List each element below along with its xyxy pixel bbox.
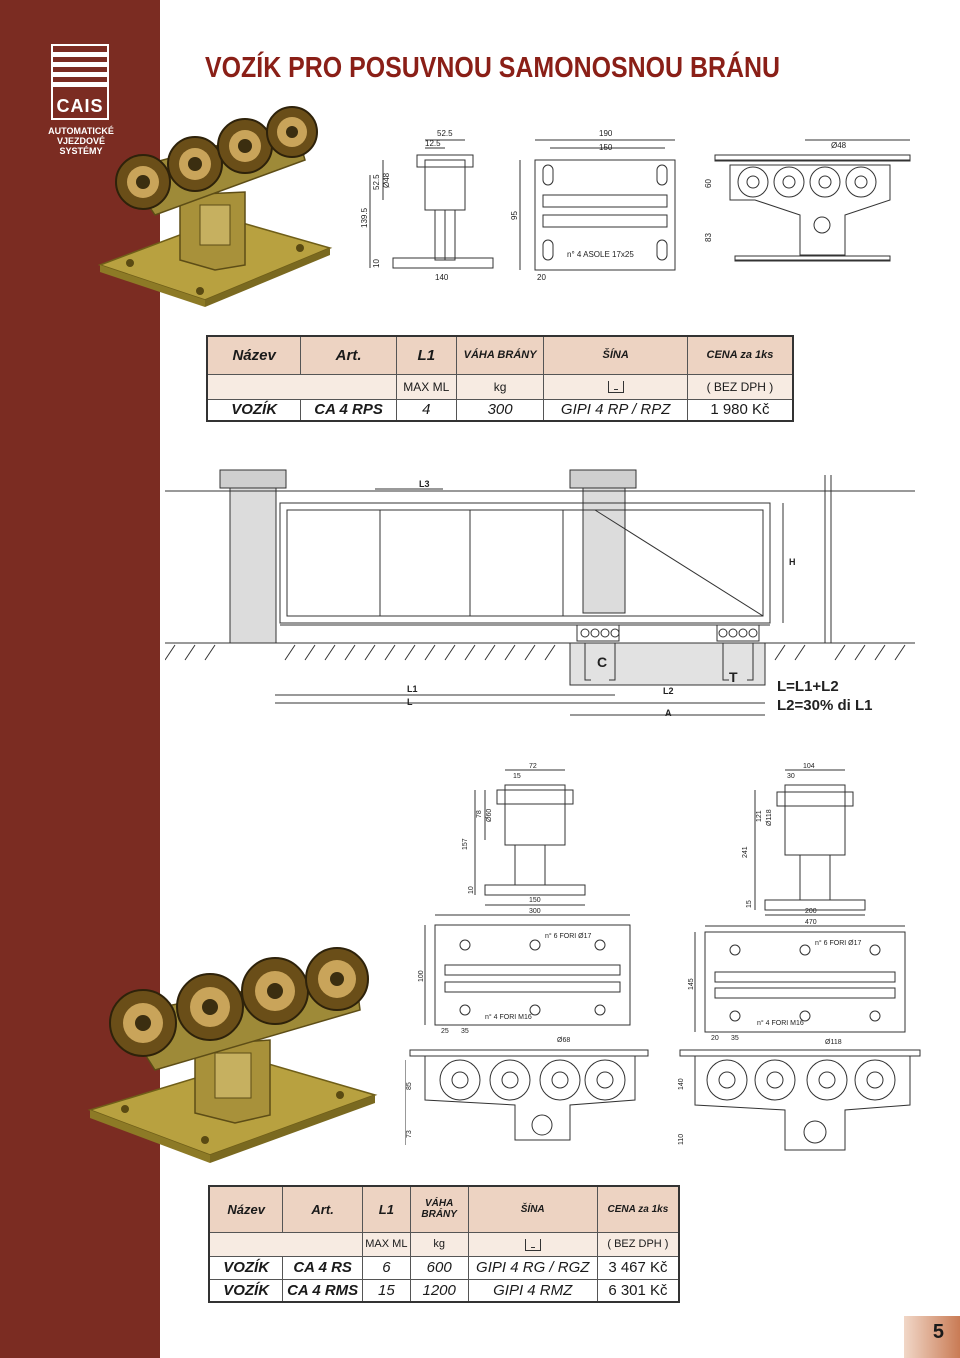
table-cell: 15 — [362, 1279, 410, 1302]
col-header: L1 — [396, 336, 456, 374]
wheel-icon — [168, 137, 222, 191]
sub-header: kg — [456, 374, 544, 399]
col-header: ŠÍNA — [468, 1186, 597, 1232]
dim-label: 190 — [599, 129, 613, 138]
technical-drawing-3 — [675, 760, 925, 1170]
table-cell: 1 980 Kč — [687, 399, 793, 421]
technical-drawing-1 — [355, 120, 915, 290]
dim-label: n° 4 ASOLE 17x25 — [567, 250, 634, 259]
formula-label: L2=30% di L1 — [777, 697, 873, 714]
dim-label: 15 — [746, 900, 753, 908]
table-cell: CA 4 RMS — [283, 1279, 363, 1302]
dim-label: L — [407, 697, 413, 707]
table-cell: 6 301 Kč — [597, 1279, 679, 1302]
dim-label: Ø48 — [382, 172, 391, 188]
wheel-icon — [242, 958, 308, 1024]
dim-label: 85 — [406, 1082, 413, 1090]
dim-label: Ø68 — [557, 1037, 571, 1044]
sub-header: MAX ML — [362, 1232, 410, 1256]
table-cell: VOZÍK — [207, 399, 301, 421]
dim-label: n° 4 FORI M16 — [757, 1020, 804, 1027]
dim-label: L1 — [407, 684, 418, 694]
dim-label: 100 — [418, 970, 425, 982]
logo-text: CAIS — [56, 96, 104, 116]
dim-label: 150 — [529, 897, 541, 904]
page-title: VOZÍK PRO POSUVNOU SAMONOSNOU BRÁNU — [205, 52, 781, 84]
dim-label: A — [665, 708, 672, 718]
carriage-photo-small — [95, 100, 335, 310]
spec-table-1 — [206, 335, 794, 422]
dim-label: 150 — [599, 143, 613, 152]
table-cell: CA 4 RPS — [301, 399, 397, 421]
table-cell: GIPI 4 RMZ — [468, 1279, 597, 1302]
table-cell: 4 — [396, 399, 456, 421]
table-cell: CA 4 RS — [283, 1256, 363, 1279]
table-cell: GIPI 4 RP / RPZ — [544, 399, 687, 421]
wheel-icon — [116, 155, 170, 209]
dim-label: 145 — [688, 978, 695, 990]
carriage-photo-large — [85, 945, 385, 1170]
sub-header-rail — [468, 1232, 597, 1256]
wheel-icon — [177, 974, 243, 1040]
dim-label: H — [789, 557, 796, 567]
dim-label: C — [597, 654, 608, 670]
sub-header: ( BEZ DPH ) — [597, 1232, 679, 1256]
col-header: ŠÍNA — [544, 336, 687, 374]
table-cell: 300 — [456, 399, 544, 421]
dim-label: 470 — [805, 919, 817, 926]
rail-profile-icon — [608, 381, 624, 393]
col-header: CENA za 1ks — [687, 336, 793, 374]
dim-label: 10 — [468, 886, 475, 894]
dim-label: 104 — [803, 763, 815, 770]
dim-label: 300 — [529, 908, 541, 915]
col-header: Název — [207, 336, 301, 374]
dim-label: 121 — [756, 810, 763, 822]
dim-label: 110 — [678, 1133, 685, 1145]
dim-label: 73 — [406, 1130, 413, 1138]
spec-table-2 — [208, 1185, 680, 1303]
col-header: Art. — [283, 1186, 363, 1232]
dim-label: Ø60 — [486, 808, 493, 822]
dim-label: 83 — [704, 233, 713, 242]
table-cell: VOZÍK — [209, 1279, 283, 1302]
dim-label: 95 — [510, 211, 519, 220]
dim-label: 241 — [742, 846, 749, 858]
dim-label: 35 — [731, 1035, 739, 1042]
table-cell: 600 — [410, 1256, 468, 1279]
col-header: CENA za 1ks — [597, 1186, 679, 1232]
technical-drawing-2 — [405, 760, 655, 1170]
table-cell: VOZÍK — [209, 1256, 283, 1279]
sub-header-rail — [544, 374, 687, 399]
dim-label: 20 — [711, 1035, 719, 1042]
tagline-line: AUTOMATICKÉ — [48, 126, 114, 136]
wheel-icon — [218, 119, 272, 173]
dim-label: 60 — [704, 179, 713, 188]
dim-label: 25 — [441, 1028, 449, 1035]
col-header: Název — [209, 1186, 283, 1232]
sub-header: ( BEZ DPH ) — [687, 374, 793, 399]
sub-header: MAX ML — [396, 374, 456, 399]
dim-label: 35 — [461, 1028, 469, 1035]
wheel-icon — [267, 107, 317, 157]
dim-label: 140 — [435, 273, 449, 282]
dim-label: 15 — [513, 773, 521, 780]
wheel-icon — [110, 990, 176, 1056]
table-cell: 3 467 Kč — [597, 1256, 679, 1279]
dim-label: L2 — [663, 686, 674, 696]
page-number: 5 — [932, 1321, 944, 1343]
dim-label: 12.5 — [425, 139, 441, 148]
dim-label: Ø48 — [831, 141, 847, 150]
dim-label: 10 — [372, 259, 381, 268]
dim-label: 20 — [537, 273, 546, 282]
dim-label: Ø118 — [825, 1039, 842, 1046]
tagline-line: SYSTÉMY — [59, 146, 103, 156]
sub-header-empty — [207, 374, 396, 399]
sub-header: kg — [410, 1232, 468, 1256]
dim-label: L3 — [419, 479, 430, 489]
sub-header-empty — [209, 1232, 362, 1256]
table-cell: 1200 — [410, 1279, 468, 1302]
dim-label: 140 — [678, 1078, 685, 1090]
dim-label: 72 — [529, 763, 537, 770]
dim-label: Ø118 — [766, 809, 773, 826]
dim-label: 139.5 — [360, 207, 369, 228]
wheel-icon — [306, 948, 368, 1010]
dim-label: 78 — [476, 810, 483, 818]
dim-label: 52.5 — [437, 129, 453, 138]
rail-profile-icon — [525, 1239, 541, 1251]
col-header: VÁHA BRÁNY — [410, 1186, 468, 1232]
table-cell: 6 — [362, 1256, 410, 1279]
table-cell: GIPI 4 RG / RGZ — [468, 1256, 597, 1279]
dim-label: 157 — [462, 838, 469, 850]
dim-label: n° 6 FORI Ø17 — [545, 933, 592, 940]
dim-label: 52.5 — [372, 174, 381, 190]
col-header: L1 — [362, 1186, 410, 1232]
dim-label: T — [729, 669, 738, 685]
gate-installation-diagram — [165, 465, 920, 725]
dim-label: 200 — [805, 908, 817, 915]
dim-label: n° 6 FORI Ø17 — [815, 940, 862, 947]
col-header: VÁHA BRÁNY — [456, 336, 544, 374]
formula-label: L=L1+L2 — [777, 678, 839, 695]
dim-label: n° 4 FORI M16 — [485, 1014, 532, 1021]
tagline-line: VJEZDOVÉ — [56, 136, 105, 146]
col-header: Art. — [301, 336, 397, 374]
dim-label: 30 — [787, 773, 795, 780]
